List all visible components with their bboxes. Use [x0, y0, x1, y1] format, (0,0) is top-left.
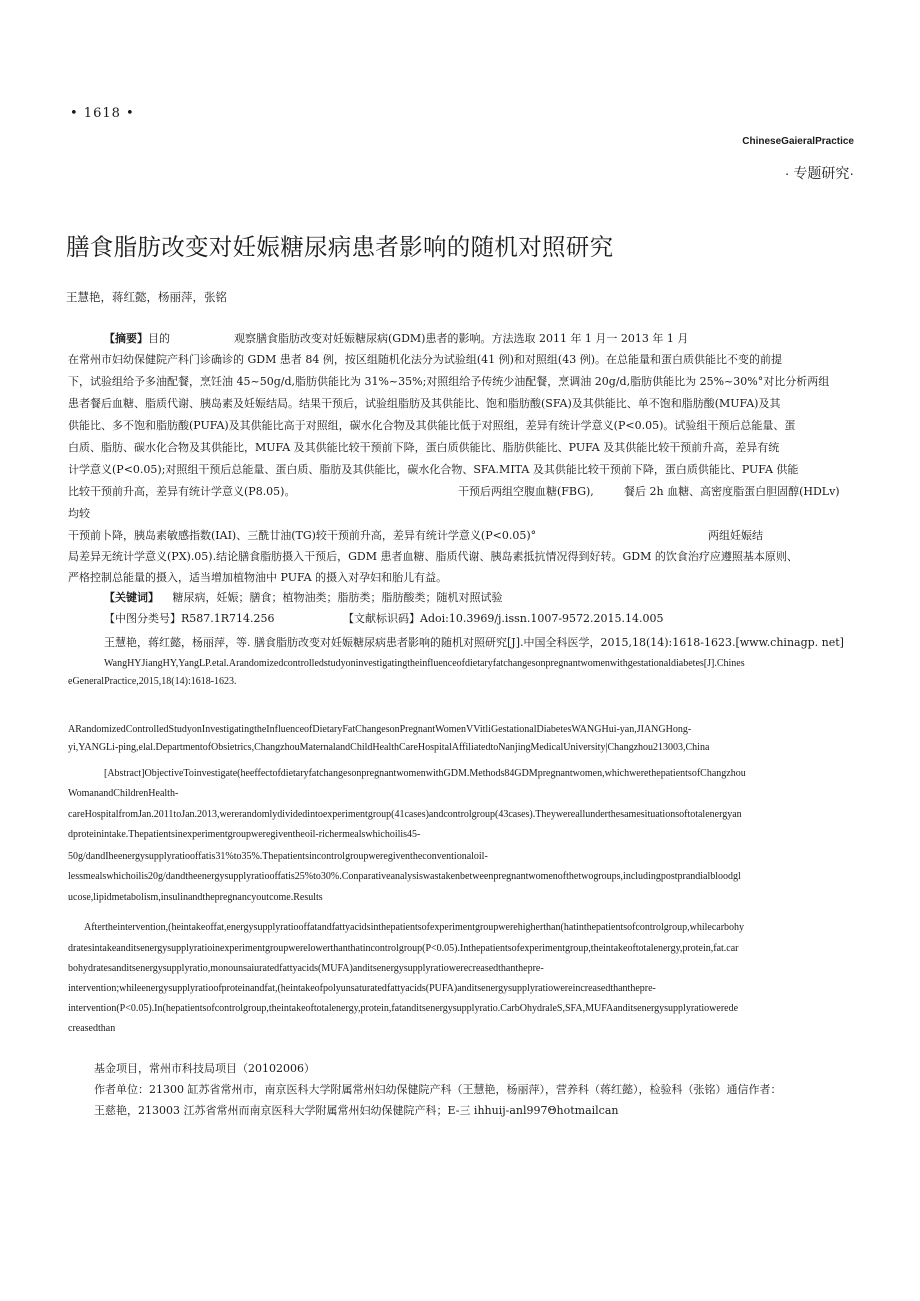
english-abstract-line: dproteinintake.Thepatientsinexperimentgroupweregiventheoil-richermealswhichoilis45- [68, 829, 421, 840]
doc-value: Adoi:10.3969/j.issn.1007-9572.2015.14.005 [420, 612, 664, 625]
abstract-line: 供能比、多不饱和脂肪酸(PUFA)及其供能比高于对照组，碳水化合物及其供能比低于对照组，差异有统计学意义(P<0.05)。试验组干预后总能量、蛋 [68, 419, 796, 432]
abstract-line: 均较 [68, 507, 90, 520]
abstract-line: 下，试验组给予多油配餐，烹饪油 45~50g/d,脂肪供能比为 31%~35%;对照组给予传统少油配餐，烹调油 20g/d,脂肪供能比为 25%~30%°对比分析两组 [68, 375, 830, 388]
journal-name: ChineseGaieralPractice [742, 136, 854, 147]
abstract-line: 两组妊娠结 [708, 529, 763, 542]
doc-label: 【文献标识码】 [343, 612, 420, 625]
citation-english: WangHYJiangHY,YangLP.etal.Arandomizedcontrolledstudyoninvestigatingtheinfluenceofdietaryfatchangesonpregnantwomenwithgestationaldiabetes[J].Chines [104, 658, 745, 669]
correspondence-note: 王慈艳，213003 江苏省常州而南京医科大学附属常州妇幼保健院产科；E-三 ihhuij-anl997Θhotmailcan [94, 1104, 619, 1117]
classification [104, 610, 275, 626]
english-results-line: dratesintakeanditsenergysupplyratioinexperimentgroupwerelowerthanthatincontrolgroup(P<0.05).Inthepatientsofexperimentgroup,theintakeoftotalenergy,protein,fat.car [68, 943, 739, 954]
english-results-line: bohydratesanditsenergysupplyratio,monounsaiuratedfattyacids(MUFA)anditsenergysupplyratiowerecreasedthanthepre- [68, 963, 544, 974]
english-results-line: intervention;whileenergysupplyratioofproteinandfat,(heintakeofpolyunsaturatedfattyacids(PUFA)anditsenergysupplyratiowereincreasedthanthepre- [68, 983, 656, 994]
abstract-line: 计学意义(P<0.05);对照组干预后总能量、蛋白质、脂肪及其供能比，碳水化合物、SFA.MITA 及其供能比较干预前下降，蛋白质供能比、PUFA 供能 [68, 463, 799, 476]
english-abstract-line: ucose,lipidmetabolism,insulinandthepregnancyoutcome.Results [68, 892, 323, 903]
document-code [343, 610, 664, 626]
abstract-line: 比较干预前升高，差异有统计学意义(P8.05)。 [68, 485, 296, 498]
abstract-line: 局差异无统计学意义(PX).05).结论膳食脂肪摄入干预后，GDM 患者血糖、脂质代谢、胰岛素抵抗情况得到好转。GDM 的饮食治疗应遵照基本原则、 [68, 550, 798, 563]
abstract-line: 干预后两组空腹血糖(FBG), [458, 485, 594, 498]
english-abstract-line: WomanandChildrenHealth- [68, 788, 179, 799]
column-label: · 专题研究· [784, 165, 854, 181]
abstract-line: 患者餐后血糖、脂质代谢、胰岛素及妊娠结局。结果干预后，试验组脂肪及其供能比、饱和脂肪酸(SFA)及其供能比、单不饱和脂肪酸(MUFA)及其 [68, 397, 781, 410]
abstract-line: 餐后 2h 血糖、高密度脂蛋白胆固醇(HDLv) [624, 485, 840, 498]
english-abstract-line: [Abstract]ObjectiveToinvestigate(heeffectofdietaryfatchangesonpregnantwomenwithGDM.Methods84GDMpregnantwomen,whichwerethepatientsofChangzhou [104, 768, 746, 779]
english-results-line: Aftertheintervention,(heintakeoffat,energysupplyratiooffatandfattyacidsinthepatientsofexperimentgroupwerehigherthan(hatinthepatientsofcontrolgroup,whilecarbohy [84, 922, 745, 933]
abstract-line: 严格控制总能量的摄入，适当增加植物油中 PUFA 的摄入对孕妇和胎儿有益。 [68, 571, 448, 584]
abstract-label: 【摘要】 [104, 332, 148, 345]
english-title: ARandomizedControlledStudyonInvestigatingtheInfluenceofDietaryFatChangesonPregnantWomenVVitliGestationalDiabetesWANGHui-yan,JIANGHong- [68, 724, 692, 735]
clc-value: R587.1R714.256 [181, 612, 275, 625]
english-abstract-line: lessmealswhichoilis20g/dandtheenergysupplyratiooffatis25%to30%.Conparativeanalysiswastakenbetweenpregnantwomenofthetwogroups,includingpostprandialbloodgl [68, 871, 741, 882]
affiliation-note: 作者单位：21300 缸苏省常州市，南京医科大学附属常州妇幼保健院产科（王慧艳，杨丽萍），营养科（蒋红懿），检验科（张铭）通信作者： [94, 1083, 782, 1096]
objective-label: 目的 [148, 332, 170, 345]
abstract-line: 干预前卜降，胰岛素敏感指数(IAI)、三酰廿油(TG)较干预前升高，差异有统计学意义(P<0.05)° [68, 529, 537, 542]
article-title: 膳食脂肪改变对妊娠糖尿病患者影响的随机对照研究 [66, 233, 614, 261]
citation-chinese: 王慧艳，蒋红懿，杨丽萍，等. 膳食脂肪改变对妊娠糖尿病患者影响的随机对照研究[J].中国全科医学，2015,18(14):1618-1623.[www.chinagp. net] [104, 636, 844, 649]
page-number: • 1618 • [70, 106, 135, 121]
english-results-line: creasedthan [68, 1023, 116, 1034]
fund-note: 基金项目，常州市科技局项目（20102006） [94, 1062, 315, 1075]
citation-english: eGeneralPractice,2015,18(14):1618-1623. [68, 676, 237, 687]
english-results-line: intervention(P<0.05).In(hepatientsofcontrolgroup,theintakeoftotalenergy,protein,fatanditsenergysupplyratio.CarbOhydraleS,SFA,MUFAanditsenergysupplyratiowerede [68, 1003, 739, 1014]
keywords [104, 589, 503, 605]
english-abstract-line: careHospitalfromJan.2011toJan.2013,wererandomlydividedintoexperimentgroup(41cases)andcontrolgroup(43cases).Theywereallunderthesamesituationsoftotalenergyan [68, 809, 742, 820]
clc-label: 【中图分类号】 [104, 612, 181, 625]
author-list: 王慧艳，蒋红懿，杨丽萍，张铭 [66, 290, 227, 304]
abstract-line: 白质、脂肪、碳水化合物及其供能比，MUFA 及其供能比较干预前下降，蛋白质供能比、脂肪供能比、PUFA 及其供能比较干预前升高，差异有统 [68, 441, 780, 454]
abstract-line: 在常州市妇幼保健院产科门诊确诊的 GDM 患者 84 例，按区组随机化法分为试验组(41 例)和对照组(43 例)。在总能量和蛋白质供能比不变的前提 [68, 353, 783, 366]
keywords-label: 【关键词】 [104, 591, 159, 604]
english-abstract-line: 50g/dandIheenergysupplyratiooffatis31%to35%.Thepatientsincontrolgroupweregiventheconventionaloil- [68, 851, 488, 862]
keywords-text: 糖尿病，妊娠；膳食；植物油类；脂肪类；脂肪酸类；随机对照试验 [172, 591, 503, 604]
english-affiliation: yi,YANGLi-ping,elal.DepartmentofObsietrics,ChangzhouMaternalandChildHealthCareHospitalAffiliatedtoNanjingMedicalUniversity|Changzhou213003,China [68, 742, 710, 753]
abstract-line: 观察膳食脂肪改变对妊娠糖尿病(GDM)患者的影响。方法选取 2011 年 1 月一 2013 年 1 月 [234, 332, 689, 345]
